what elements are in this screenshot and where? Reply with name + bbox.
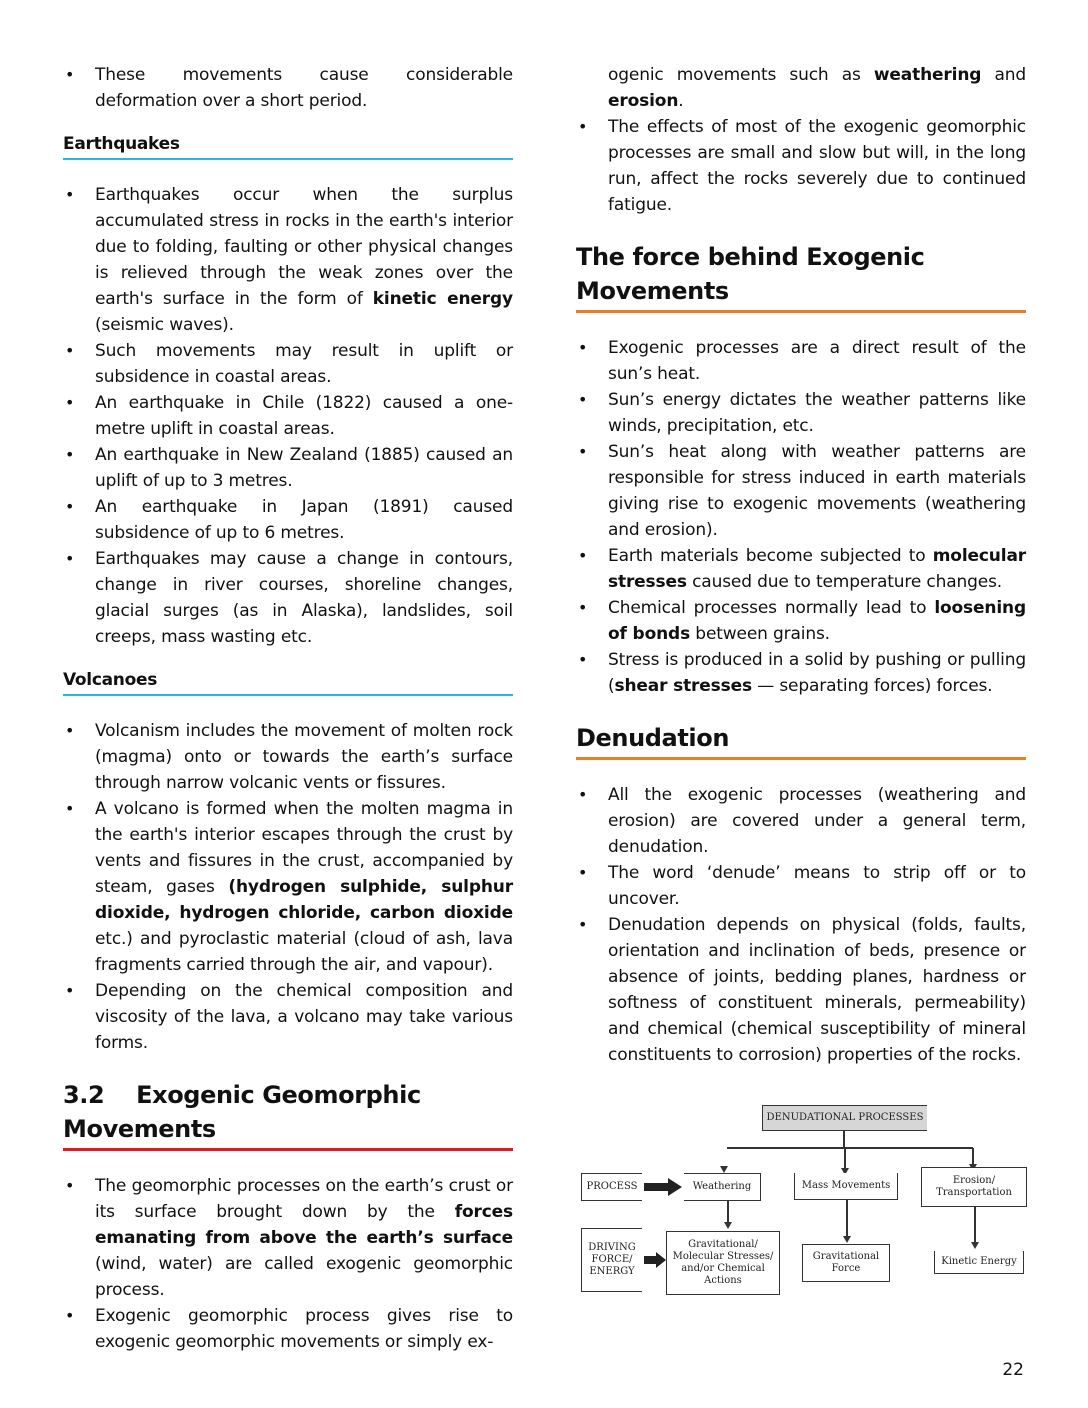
earthquakes-list bbox=[63, 182, 513, 650]
volcanoes-heading: Volcanoes bbox=[63, 668, 513, 696]
denudational-processes-diagram bbox=[576, 1100, 1036, 1300]
list-item: • The geomorphic processes on the earth’s crust or its surface brought down by the forces emanating from above the earth’s surface (wind, water) are called exogenic geomorphic process. bbox=[63, 1173, 513, 1303]
list-item: • Earth materials become subjected to molecular stresses caused due to temperature changes. bbox=[576, 543, 1026, 595]
force-box-gravitational bbox=[802, 1244, 890, 1282]
process-box-weathering bbox=[684, 1173, 761, 1201]
list-item: • Exogenic processes are a direct result of the sun’s heat. bbox=[576, 335, 1026, 387]
list-item: • Exogenic geomorphic process gives rise to exogenic geomorphic movements or simply ex- bbox=[63, 1303, 513, 1355]
process-label-box bbox=[581, 1173, 642, 1201]
continuation-list bbox=[576, 62, 1026, 218]
list-item: • The word ‘denude’ means to strip off or to uncover. bbox=[576, 860, 1026, 912]
list-item: • An earthquake in New Zealand (1885) caused an uplift of up to 3 metres. bbox=[63, 442, 513, 494]
list-item: • Sun’s energy dictates the weather patterns like winds, precipitation, etc. bbox=[576, 387, 1026, 439]
list-item: • An earthquake in Japan (1891) caused subsidence of up to 6 metres. bbox=[63, 494, 513, 546]
connector-line bbox=[727, 1147, 973, 1149]
list-item: • Volcanism includes the movement of molten rock (magma) onto or towards the earth’s surface through narrow volcanic vents or fissures. bbox=[63, 718, 513, 796]
section-heading-force: The force behind Exogenic Movements bbox=[576, 240, 1026, 313]
list-item: • The effects of most of the exogenic geomorphic processes are small and slow but will, in the long run, affect the rocks severely due to continued fatigue. bbox=[576, 114, 1026, 218]
arrow-right-icon bbox=[644, 1252, 666, 1268]
list-item: • Chemical processes normally lead to loosening of bonds between grains. bbox=[576, 595, 1026, 647]
process-label: PROCESS bbox=[586, 1181, 638, 1192]
list-item: • A volcano is formed when the molten magma in the earth's interior escapes through the crust by vents and fissures in the crust, accompanied by steam, gases (hydrogen sulphide, sulphur dioxide, hydrogen chloride, carbon dioxide etc.) and pyroclastic material (cloud of ash, lava fragments carried through the air, and vapour). bbox=[63, 796, 513, 978]
list-item: • These movements cause considerable deformation over a short period. bbox=[63, 62, 513, 114]
list-item: • Earthquakes may cause a change in contours, change in river courses, shoreline changes, glacial surges (as in Alaska), landslides, soil creeps, mass wasting etc. bbox=[63, 546, 513, 650]
connector-line bbox=[974, 1206, 976, 1244]
diagram-title: DENUDATIONAL PROCESSES bbox=[766, 1112, 924, 1123]
intro-list bbox=[63, 62, 513, 114]
driving-force-label-box bbox=[581, 1228, 642, 1292]
left-column bbox=[63, 62, 513, 1355]
force-box-kinetic-energy bbox=[934, 1251, 1024, 1274]
list-item: • Denudation depends on physical (folds, faults, orientation and inclination of beds, presence or absence of joints, bedding planes, hardness or softness of constituent minerals, permeability) and chemical (chemical susceptibility of mineral constituents to corrosion) properties of the rocks. bbox=[576, 912, 1026, 1068]
list-item: • All the exogenic processes (weathering and erosion) are covered under a general term, denudation. bbox=[576, 782, 1026, 860]
list-item: • Stress is produced in a solid by pushing or pulling (shear stresses — separating forces) forces. bbox=[576, 647, 1026, 699]
right-column bbox=[576, 62, 1026, 1068]
diagram-title-box bbox=[762, 1105, 927, 1131]
list-item: • Sun’s heat along with weather patterns are responsible for stress induced in earth materials giving rise to exogenic movements (weathering and erosion). bbox=[576, 439, 1026, 543]
denudation-list bbox=[576, 782, 1026, 1068]
connector-line bbox=[846, 1200, 848, 1238]
process-box-mass-movements bbox=[794, 1173, 898, 1200]
arrow-down-icon bbox=[720, 1166, 728, 1173]
process-label: Erosion/ Transportation bbox=[936, 1175, 1012, 1198]
force-label: Gravitational/ Molecular Stresses/ and/or Chemical Actions bbox=[672, 1239, 774, 1286]
section-heading-denudation: Denudation bbox=[576, 721, 1026, 760]
connector-line bbox=[727, 1200, 729, 1224]
driving-force-label: DRIVING FORCE/ ENERGY bbox=[588, 1242, 636, 1277]
list-item-continuation: ogenic movements such as weathering and erosion. bbox=[608, 65, 1026, 111]
volcanoes-list bbox=[63, 718, 513, 1056]
earthquakes-heading: Earthquakes bbox=[63, 132, 513, 160]
page-number: 22 bbox=[1002, 1360, 1024, 1380]
process-box-erosion bbox=[921, 1167, 1027, 1207]
process-label: Mass Movements bbox=[801, 1180, 891, 1191]
list-item: • Depending on the chemical composition and viscosity of the lava, a volcano may take various forms. bbox=[63, 978, 513, 1056]
arrow-down-icon bbox=[724, 1222, 732, 1229]
force-list bbox=[576, 335, 1026, 699]
arrow-down-icon bbox=[971, 1242, 979, 1249]
list-item: • Earthquakes occur when the surplus accumulated stress in rocks in the earth's interior due to folding, faulting or other physical changes is relieved through the weak zones over the earth's surface in the form of kinetic energy (seismic waves). bbox=[63, 182, 513, 338]
process-label: Weathering bbox=[692, 1181, 752, 1192]
force-label: Kinetic Energy bbox=[941, 1256, 1017, 1267]
exogenic-list bbox=[63, 1173, 513, 1355]
list-item: • An earthquake in Chile (1822) caused a one-metre uplift in coastal areas. bbox=[63, 390, 513, 442]
force-box-gravitational-molecular bbox=[666, 1231, 780, 1295]
arrow-down-icon bbox=[843, 1236, 851, 1243]
list-item: • Such movements may result in uplift or subsidence in coastal areas. bbox=[63, 338, 513, 390]
section-heading-exogenic: 3.2 Exogenic Geomorphic Movements bbox=[63, 1078, 513, 1151]
connector-line bbox=[843, 1130, 845, 1147]
force-label: Gravitational Force bbox=[812, 1251, 880, 1274]
arrow-right-icon bbox=[644, 1178, 684, 1196]
